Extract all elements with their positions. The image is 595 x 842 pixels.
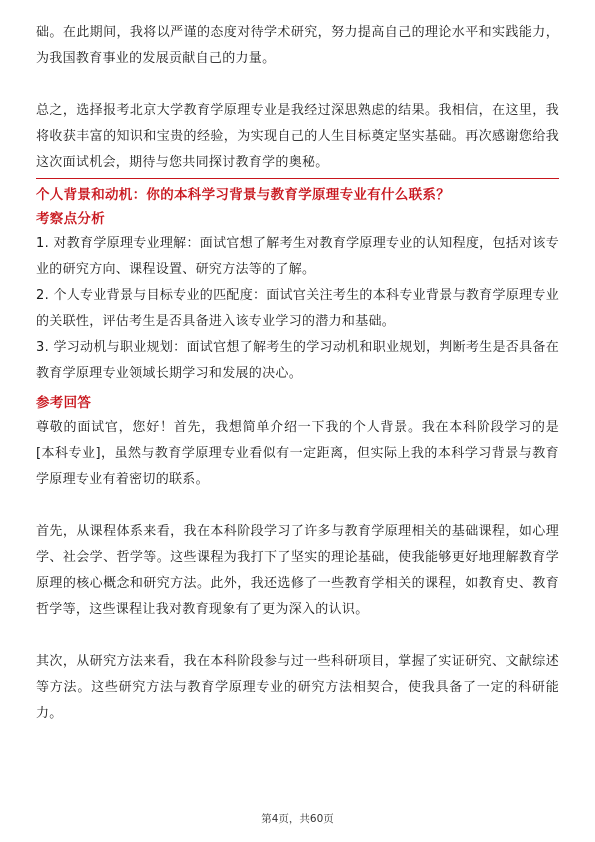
intro-paragraph-2: 总之，选择报考北京大学教育学原理专业是我经过深思熟虑的结果。我相信，在这里，我将收获丰富的知识和宝贵的经验，为实现自己的人生目标奠定坚实基础。再次感谢您给我这次面试机会，期待与您共同探讨教育学的奥秘。 (36, 103, 559, 170)
analysis-heading: 考察点分析 (36, 211, 105, 227)
paragraph-spacer (36, 493, 559, 519)
intro-paragraph-1: 础。在此期间，我将以严谨的态度对待学术研究，努力提高自己的理论水平和实践能力，为我国教育事业的发展贡献自己的力量。 (36, 25, 559, 66)
question-divider (36, 178, 559, 179)
paragraph-spacer (36, 72, 559, 98)
paragraph-spacer (36, 623, 559, 649)
question-heading: 个人背景和动机：你的本科学习背景与教育学原理专业有什么联系？ (36, 187, 450, 203)
page-footer: 第4页，共60页 (261, 813, 334, 825)
answer-paragraph-1: 尊敬的面试官，您好！首先，我想简单介绍一下我的个人背景。我在本科阶段学习的是[本科专业]，虽然与教育学原理专业看似有一定距离，但实际上我的本科学习背景与教育学原理专业有着密切的联系。 (36, 420, 559, 487)
document-body (36, 20, 559, 727)
analysis-item-1: 1. 对教育学原理专业理解：面试官想了解考生对教育学原理专业的认知程度，包括对该专业的研究方向、课程设置、研究方法等的了解。 (36, 236, 559, 277)
answer-heading: 参考回答 (36, 395, 92, 411)
analysis-item-3: 3. 学习动机与职业规划：面试官想了解考生的学习动机和职业规划，判断考生是否具备在教育学原理专业领域长期学习和发展的决心。 (36, 340, 559, 381)
analysis-item-2: 2. 个人专业背景与目标专业的匹配度：面试官关注考生的本科专业背景与教育学原理专业的关联性，评估考生是否具备进入该专业学习的潜力和基础。 (36, 288, 559, 329)
answer-paragraph-2: 首先，从课程体系来看，我在本科阶段学习了许多与教育学原理相关的基础课程，如心理学、社会学、哲学等。这些课程为我打下了坚实的理论基础，使我能够更好地理解教育学原理的核心概念和研究方法。此外，我还选修了一些教育学相关的课程，如教育史、教育哲学等，这些课程让我对教育现象有了更为深入的认识。 (36, 524, 559, 617)
answer-paragraph-3: 其次，从研究方法来看，我在本科阶段参与过一些科研项目，掌握了实证研究、文献综述等方法。这些研究方法与教育学原理专业的研究方法相契合，使我具备了一定的科研能力。 (36, 654, 559, 721)
